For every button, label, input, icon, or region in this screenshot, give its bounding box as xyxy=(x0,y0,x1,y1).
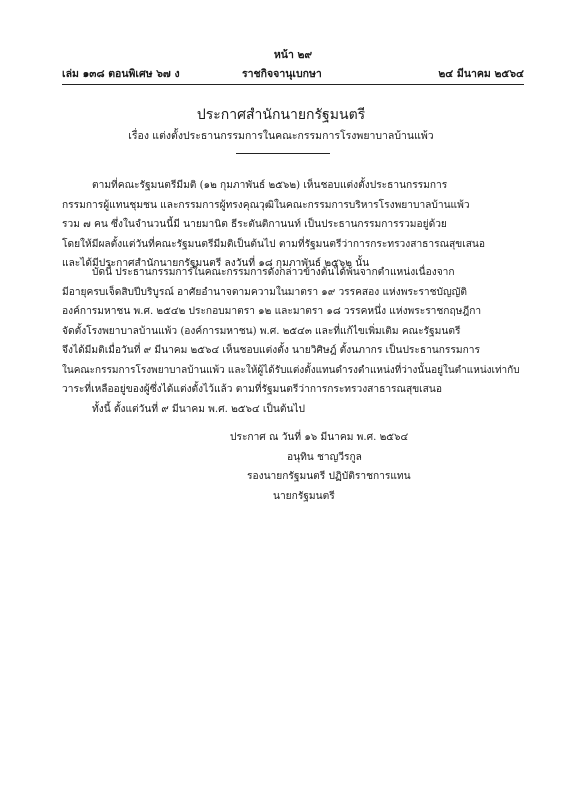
paragraph-1 xyxy=(62,176,524,274)
paragraph-line: ทั้งนี้ ตั้งแต่วันที่ ๙ มีนาคม พ.ศ. ๒๕๖๔ เป็นต้นไป xyxy=(92,403,305,415)
paragraph-line: โดยให้มีผลตั้งแต่วันที่คณะรัฐมนตรีมีมติเป็นต้นไป ตามที่รัฐมนตรีว่าการกระทรวงสาธารณสุขเสนอ xyxy=(62,238,486,250)
header-divider xyxy=(62,84,524,85)
paragraph-line: กรรมการผู้แทนชุมชน และกรรมการผู้ทรงคุณวุฒิในคณะกรรมการบริหารโรงพยาบาลบ้านแพ้ว xyxy=(62,199,470,211)
subject-divider xyxy=(236,153,330,154)
paragraph-line: มีอายุครบเจ็ดสิบปีบริบูรณ์ อาศัยอำนาจตามความในมาตรา ๑๙ วรรคสอง แห่งพระราชบัญญัติ xyxy=(62,286,467,298)
publication-date: ๒๔ มีนาคม ๒๕๖๔ xyxy=(438,68,524,80)
paragraph-line: วาระที่เหลืออยู่ของผู้ซึ่งได้แต่งตั้งไว้แล้ว ตามที่รัฐมนตรีว่าการกระทรวงสาธารณสุขเสนอ xyxy=(62,384,442,395)
paragraph-line: และได้มีประกาศสำนักนายกรัฐมนตรี ลงวันที่ ๑๘ กุมภาพันธ์ ๒๕๖๒ นั้น xyxy=(62,258,370,269)
paragraph-line: จัดตั้งโรงพยาบาลบ้านแพ้ว (องค์การมหาชน) พ.ศ. ๒๕๔๓ และที่แก้ไขเพิ่มเติม คณะรัฐมนตรี xyxy=(62,325,461,337)
paragraph-line: องค์การมหาชน พ.ศ. ๒๕๔๒ ประกอบมาตรา ๑๒ และมาตรา ๑๘ วรรคหนึ่ง แห่งพระราชกฤษฎีกา xyxy=(62,306,482,317)
gazette-name: ราชกิจจานุเบกษา xyxy=(242,68,322,80)
signature-block xyxy=(230,428,530,506)
signatory-position: รองนายกรัฐมนตรี ปฏิบัติราชการแทน xyxy=(247,471,411,482)
paragraph-line: บัดนี้ ประธานกรรมการในคณะกรรมการดังกล่าวข้างต้นได้พ้นจากตำแหน่งเนื่องจาก xyxy=(92,267,455,278)
signatory-position-2: นายกรัฐมนตรี xyxy=(273,490,335,502)
paragraph-2 xyxy=(62,263,524,419)
document-subject: เรื่อง แต่งตั้งประธานกรรมการในคณะกรรมการโรงพยาบาลบ้านแพ้ว xyxy=(128,130,434,142)
volume-info: เล่ม ๑๓๘ ตอนพิเศษ ๖๗ ง xyxy=(62,68,180,80)
paragraph-line: จึงได้มีมติเมื่อวันที่ ๙ มีนาคม ๒๕๖๔ เห็นชอบแต่งตั้ง นายวิศิษฎ์ ตั้งนภากร เป็นประธานกรรมการ xyxy=(62,345,480,356)
document-title: ประกาศสำนักนายกรัฐมนตรี xyxy=(196,107,366,123)
page-number: หน้า ๒๙ xyxy=(273,49,313,61)
signatory-name: อนุทิน ชาญวีรกูล xyxy=(287,451,362,463)
paragraph-line: ตามที่คณะรัฐมนตรีมีมติ (๑๒ กุมภาพันธ์ ๒๕๖๒) เห็นชอบแต่งตั้งประธานกรรมการ xyxy=(92,180,448,191)
paragraph-line: ในคณะกรรมการโรงพยาบาลบ้านแพ้ว และให้ผู้ได้รับแต่งตั้งแทนดำรงตำแหน่งที่ว่างนั้นอยู่ในตำแหน่งเท่ากับ xyxy=(62,364,520,376)
paragraph-line: รวม ๗ คน ซึ่งในจำนวนนี้มี นายมานิต ธีระตันติกานนท์ เป็นประธานกรรมการรวมอยู่ด้วย xyxy=(62,219,447,230)
announcement-date: ประกาศ ณ วันที่ ๑๖ มีนาคม พ.ศ. ๒๕๖๔ xyxy=(230,432,409,443)
